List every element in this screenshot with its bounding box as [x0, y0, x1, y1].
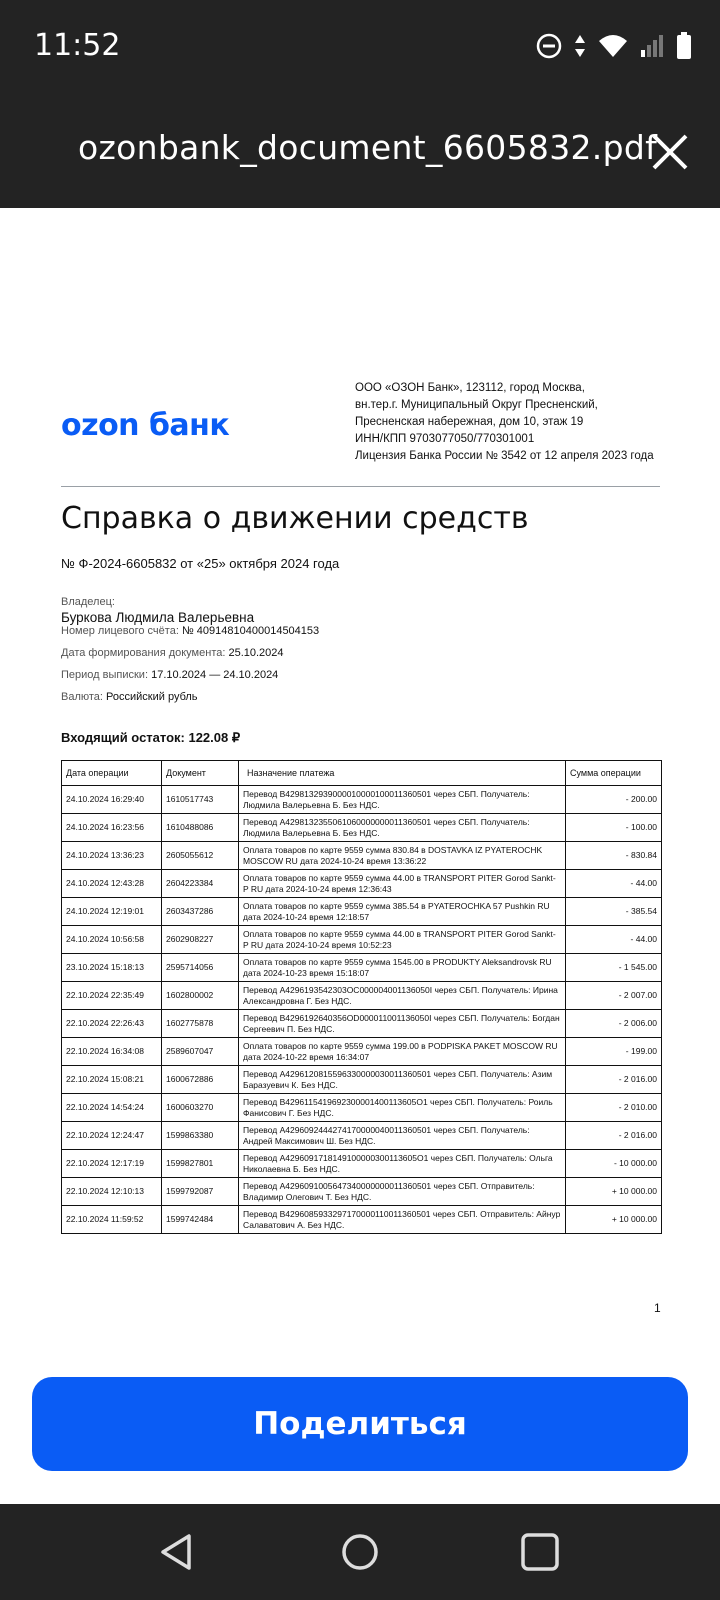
- cell-document: 1599792087: [162, 1178, 239, 1206]
- date-value: 25.10.2024: [228, 647, 284, 659]
- cell-purpose: Перевод A4298132355061060000000011360501 через СБП. Получатель: Людмила Валерьевна Б. Без НДС.: [239, 814, 566, 842]
- table-body: [62, 786, 662, 1234]
- cell-amount: - 10 000.00: [566, 1150, 662, 1178]
- table-row: [62, 1010, 662, 1038]
- page-number: 1: [654, 1301, 661, 1315]
- table-row: [62, 1038, 662, 1066]
- cell-purpose: Перевод A4296091005647340000000011360501 через СБП. Отправитель: Владимир Олегович Т. Без НДС.: [239, 1178, 566, 1206]
- cell-amount: - 200.00: [566, 786, 662, 814]
- cell-date: 22.10.2024 12:24:47: [62, 1122, 162, 1150]
- cell-purpose: Перевод A4296091718149100000300113605O1 через СБП. Получатель: Ольга Николаевна Б. Без НДС.: [239, 1150, 566, 1178]
- cell-purpose: Перевод A4296092444274170000040011360501 через СБП. Получатель: Андрей Максимович Ш. Без НДС.: [239, 1122, 566, 1150]
- cell-amount: - 2 016.00: [566, 1122, 662, 1150]
- cell-amount: - 385.54: [566, 898, 662, 926]
- cell-date: 24.10.2024 12:19:01: [62, 898, 162, 926]
- cell-amount: - 1 545.00: [566, 954, 662, 982]
- wifi-icon: [598, 33, 628, 59]
- col-header-document: Документ: [162, 761, 239, 786]
- bank-info: [355, 380, 654, 465]
- table-row: [62, 1150, 662, 1178]
- status-time: 11:52: [34, 28, 121, 63]
- cell-amount: - 44.00: [566, 870, 662, 898]
- recents-icon[interactable]: [518, 1530, 562, 1574]
- cell-document: 1600603270: [162, 1094, 239, 1122]
- cell-amount: - 199.00: [566, 1038, 662, 1066]
- col-header-date: Дата операции: [62, 761, 162, 786]
- cell-amount: + 10 000.00: [566, 1178, 662, 1206]
- cell-purpose: Перевод B4298132939000010000100011360501 через СБП. Получатель: Людмила Валерьевна Б. Без НДС.: [239, 786, 566, 814]
- table-row: [62, 1122, 662, 1150]
- cell-amount: - 830.84: [566, 842, 662, 870]
- cell-document: 2595714056: [162, 954, 239, 982]
- table-row: [62, 870, 662, 898]
- cell-document: 1602800002: [162, 982, 239, 1010]
- operations-table: [61, 760, 662, 1234]
- cell-purpose: Перевод B4296115419692300001400113605O1 через СБП. Получатель: Роиль Фанисович Г. Без НДС.: [239, 1094, 566, 1122]
- period-row: [61, 669, 278, 681]
- period-label: Период выписки:: [61, 669, 149, 681]
- cell-amount: - 2 006.00: [566, 1010, 662, 1038]
- cell-purpose: Перевод B4296085933297170000110011360501 через СБП. Отправитель: Айнур Салаватович А. Без НДС.: [239, 1206, 566, 1234]
- account-row: [61, 625, 319, 637]
- cell-document: 2602908227: [162, 926, 239, 954]
- cell-purpose: Оплата товаров по карте 9559 сумма 44.00 в TRANSPORT PITER Gorod Sankt-P RU дата 2024-10-24 время 10:52:23: [239, 926, 566, 954]
- cell-amount: - 100.00: [566, 814, 662, 842]
- cell-document: 1602775878: [162, 1010, 239, 1038]
- data-arrows-icon: [574, 33, 586, 59]
- table-row: [62, 842, 662, 870]
- signal-icon: [640, 34, 664, 58]
- cell-date: 24.10.2024 12:43:28: [62, 870, 162, 898]
- table-row: [62, 926, 662, 954]
- cell-document: 1599863380: [162, 1122, 239, 1150]
- col-header-amount: Сумма операции: [566, 761, 662, 786]
- cell-purpose: Оплата товаров по карте 9559 сумма 830.84 в DOSTAVKA IZ PYATEROCHK MOSCOW RU дата 2024-10-24 время 13:36:22: [239, 842, 566, 870]
- table-row: [62, 786, 662, 814]
- cell-amount: - 2 016.00: [566, 1066, 662, 1094]
- period-value: 17.10.2024 — 24.10.2024: [151, 669, 279, 681]
- cell-purpose: Оплата товаров по карте 9559 сумма 385.54 в PYATEROCHKA 57 Pushkin RU дата 2024-10-24 время 12:18:57: [239, 898, 566, 926]
- cell-date: 24.10.2024 16:23:56: [62, 814, 162, 842]
- do-not-disturb-icon: [536, 33, 562, 59]
- table-row: [62, 1094, 662, 1122]
- cell-document: 2589607047: [162, 1038, 239, 1066]
- status-icons: [536, 32, 692, 60]
- cell-date: 22.10.2024 11:59:52: [62, 1206, 162, 1234]
- cell-purpose: Оплата товаров по карте 9559 сумма 1545.00 в PRODUKTY Aleksandrovsk RU дата 2024-10-23 время 15:18:07: [239, 954, 566, 982]
- document-title: ozonbank_document_6605832.pdf: [78, 128, 657, 167]
- cell-purpose: Оплата товаров по карте 9559 сумма 44.00 в TRANSPORT PITER Gorod Sankt-P RU дата 2024-10-24 время 12:36:43: [239, 870, 566, 898]
- cell-amount: - 2 010.00: [566, 1094, 662, 1122]
- bank-info-line: Пресненская набережная, дом 10, этаж 19: [355, 416, 584, 428]
- cell-amount: + 10 000.00: [566, 1206, 662, 1234]
- cell-date: 24.10.2024 13:36:23: [62, 842, 162, 870]
- date-label: Дата формирования документа:: [61, 647, 226, 659]
- share-button[interactable]: Поделиться: [32, 1377, 688, 1471]
- cell-purpose: Перевод A4296193542303OC000004001136050I через СБП. Получатель: Ирина Александровна Г. Без НДС.: [239, 982, 566, 1010]
- table-header-row: [62, 761, 662, 786]
- cell-date: 24.10.2024 10:56:58: [62, 926, 162, 954]
- bank-info-line: Лицензия Банка России № 3542 от 12 апреля 2023 года: [355, 450, 654, 462]
- home-icon[interactable]: [338, 1530, 382, 1574]
- cell-document: 2603437286: [162, 898, 239, 926]
- cell-purpose: Оплата товаров по карте 9559 сумма 199.00 в PODPISKA PAKET MOSCOW RU дата 2024-10-22 время 16:34:07: [239, 1038, 566, 1066]
- table-row: [62, 814, 662, 842]
- cell-date: 24.10.2024 16:29:40: [62, 786, 162, 814]
- cell-document: 1610488086: [162, 814, 239, 842]
- date-row: [61, 647, 284, 659]
- cell-date: 22.10.2024 22:35:49: [62, 982, 162, 1010]
- account-value: № 40914810400014504153: [181, 625, 320, 637]
- navigation-bar: [0, 1504, 720, 1600]
- cell-date: 22.10.2024 12:17:19: [62, 1150, 162, 1178]
- cell-amount: - 44.00: [566, 926, 662, 954]
- document-page[interactable]: [0, 208, 720, 1502]
- incoming-balance: Входящий остаток: 122.08 ₽: [61, 730, 241, 745]
- cell-date: 23.10.2024 15:18:13: [62, 954, 162, 982]
- back-icon[interactable]: [155, 1530, 199, 1574]
- cell-document: 2604223384: [162, 870, 239, 898]
- cell-date: 22.10.2024 22:26:43: [62, 1010, 162, 1038]
- cell-date: 22.10.2024 16:34:08: [62, 1038, 162, 1066]
- bank-info-line: вн.тер.г. Муниципальный Округ Пресненский,: [355, 399, 598, 411]
- account-label: Номер лицевого счёта:: [61, 625, 179, 637]
- table-row: [62, 1066, 662, 1094]
- cell-document: 1610517743: [162, 786, 239, 814]
- ozon-bank-logo: ozon банк: [61, 408, 230, 443]
- cell-amount: - 2 007.00: [566, 982, 662, 1010]
- currency-value: Российский рубль: [106, 691, 198, 703]
- status-bar: [0, 0, 720, 96]
- owner-label: Владелец:: [61, 596, 115, 608]
- table-row: [62, 982, 662, 1010]
- bank-info-line: ООО «ОЗОН Банк», 123112, город Москва,: [355, 382, 585, 394]
- cell-purpose: Перевод B4296192640356OD000011001136050I через СБП. Получатель: Богдан Сергеевич П. Без НДС.: [239, 1010, 566, 1038]
- cell-document: 2605055612: [162, 842, 239, 870]
- cell-date: 22.10.2024 14:54:24: [62, 1094, 162, 1122]
- table-row: [62, 1178, 662, 1206]
- owner-name: Буркова Людмила Валерьевна: [61, 610, 255, 625]
- table-row: [62, 898, 662, 926]
- cell-date: 22.10.2024 15:08:21: [62, 1066, 162, 1094]
- col-header-purpose: Назначение платежа: [239, 761, 566, 786]
- cell-document: 1600672886: [162, 1066, 239, 1094]
- battery-icon: [676, 32, 692, 60]
- cell-document: 1599827801: [162, 1150, 239, 1178]
- close-icon[interactable]: [648, 130, 692, 174]
- header-divider: [61, 486, 660, 487]
- document-heading: Справка о движении средств: [61, 501, 529, 536]
- viewer-title-bar: [0, 96, 720, 208]
- cell-document: 1599742484: [162, 1206, 239, 1234]
- currency-label: Валюта:: [61, 691, 103, 703]
- table-row: [62, 1206, 662, 1234]
- document-number: № Ф-2024-6605832 от «25» октября 2024 года: [61, 556, 340, 571]
- bank-info-line: ИНН/КПП 9703077050/770301001: [355, 433, 535, 445]
- cell-purpose: Перевод A4296120815596330000030011360501 через СБП. Получатель: Азим Баразуевич К. Без НДС.: [239, 1066, 566, 1094]
- table-row: [62, 954, 662, 982]
- cell-date: 22.10.2024 12:10:13: [62, 1178, 162, 1206]
- currency-row: [61, 691, 198, 703]
